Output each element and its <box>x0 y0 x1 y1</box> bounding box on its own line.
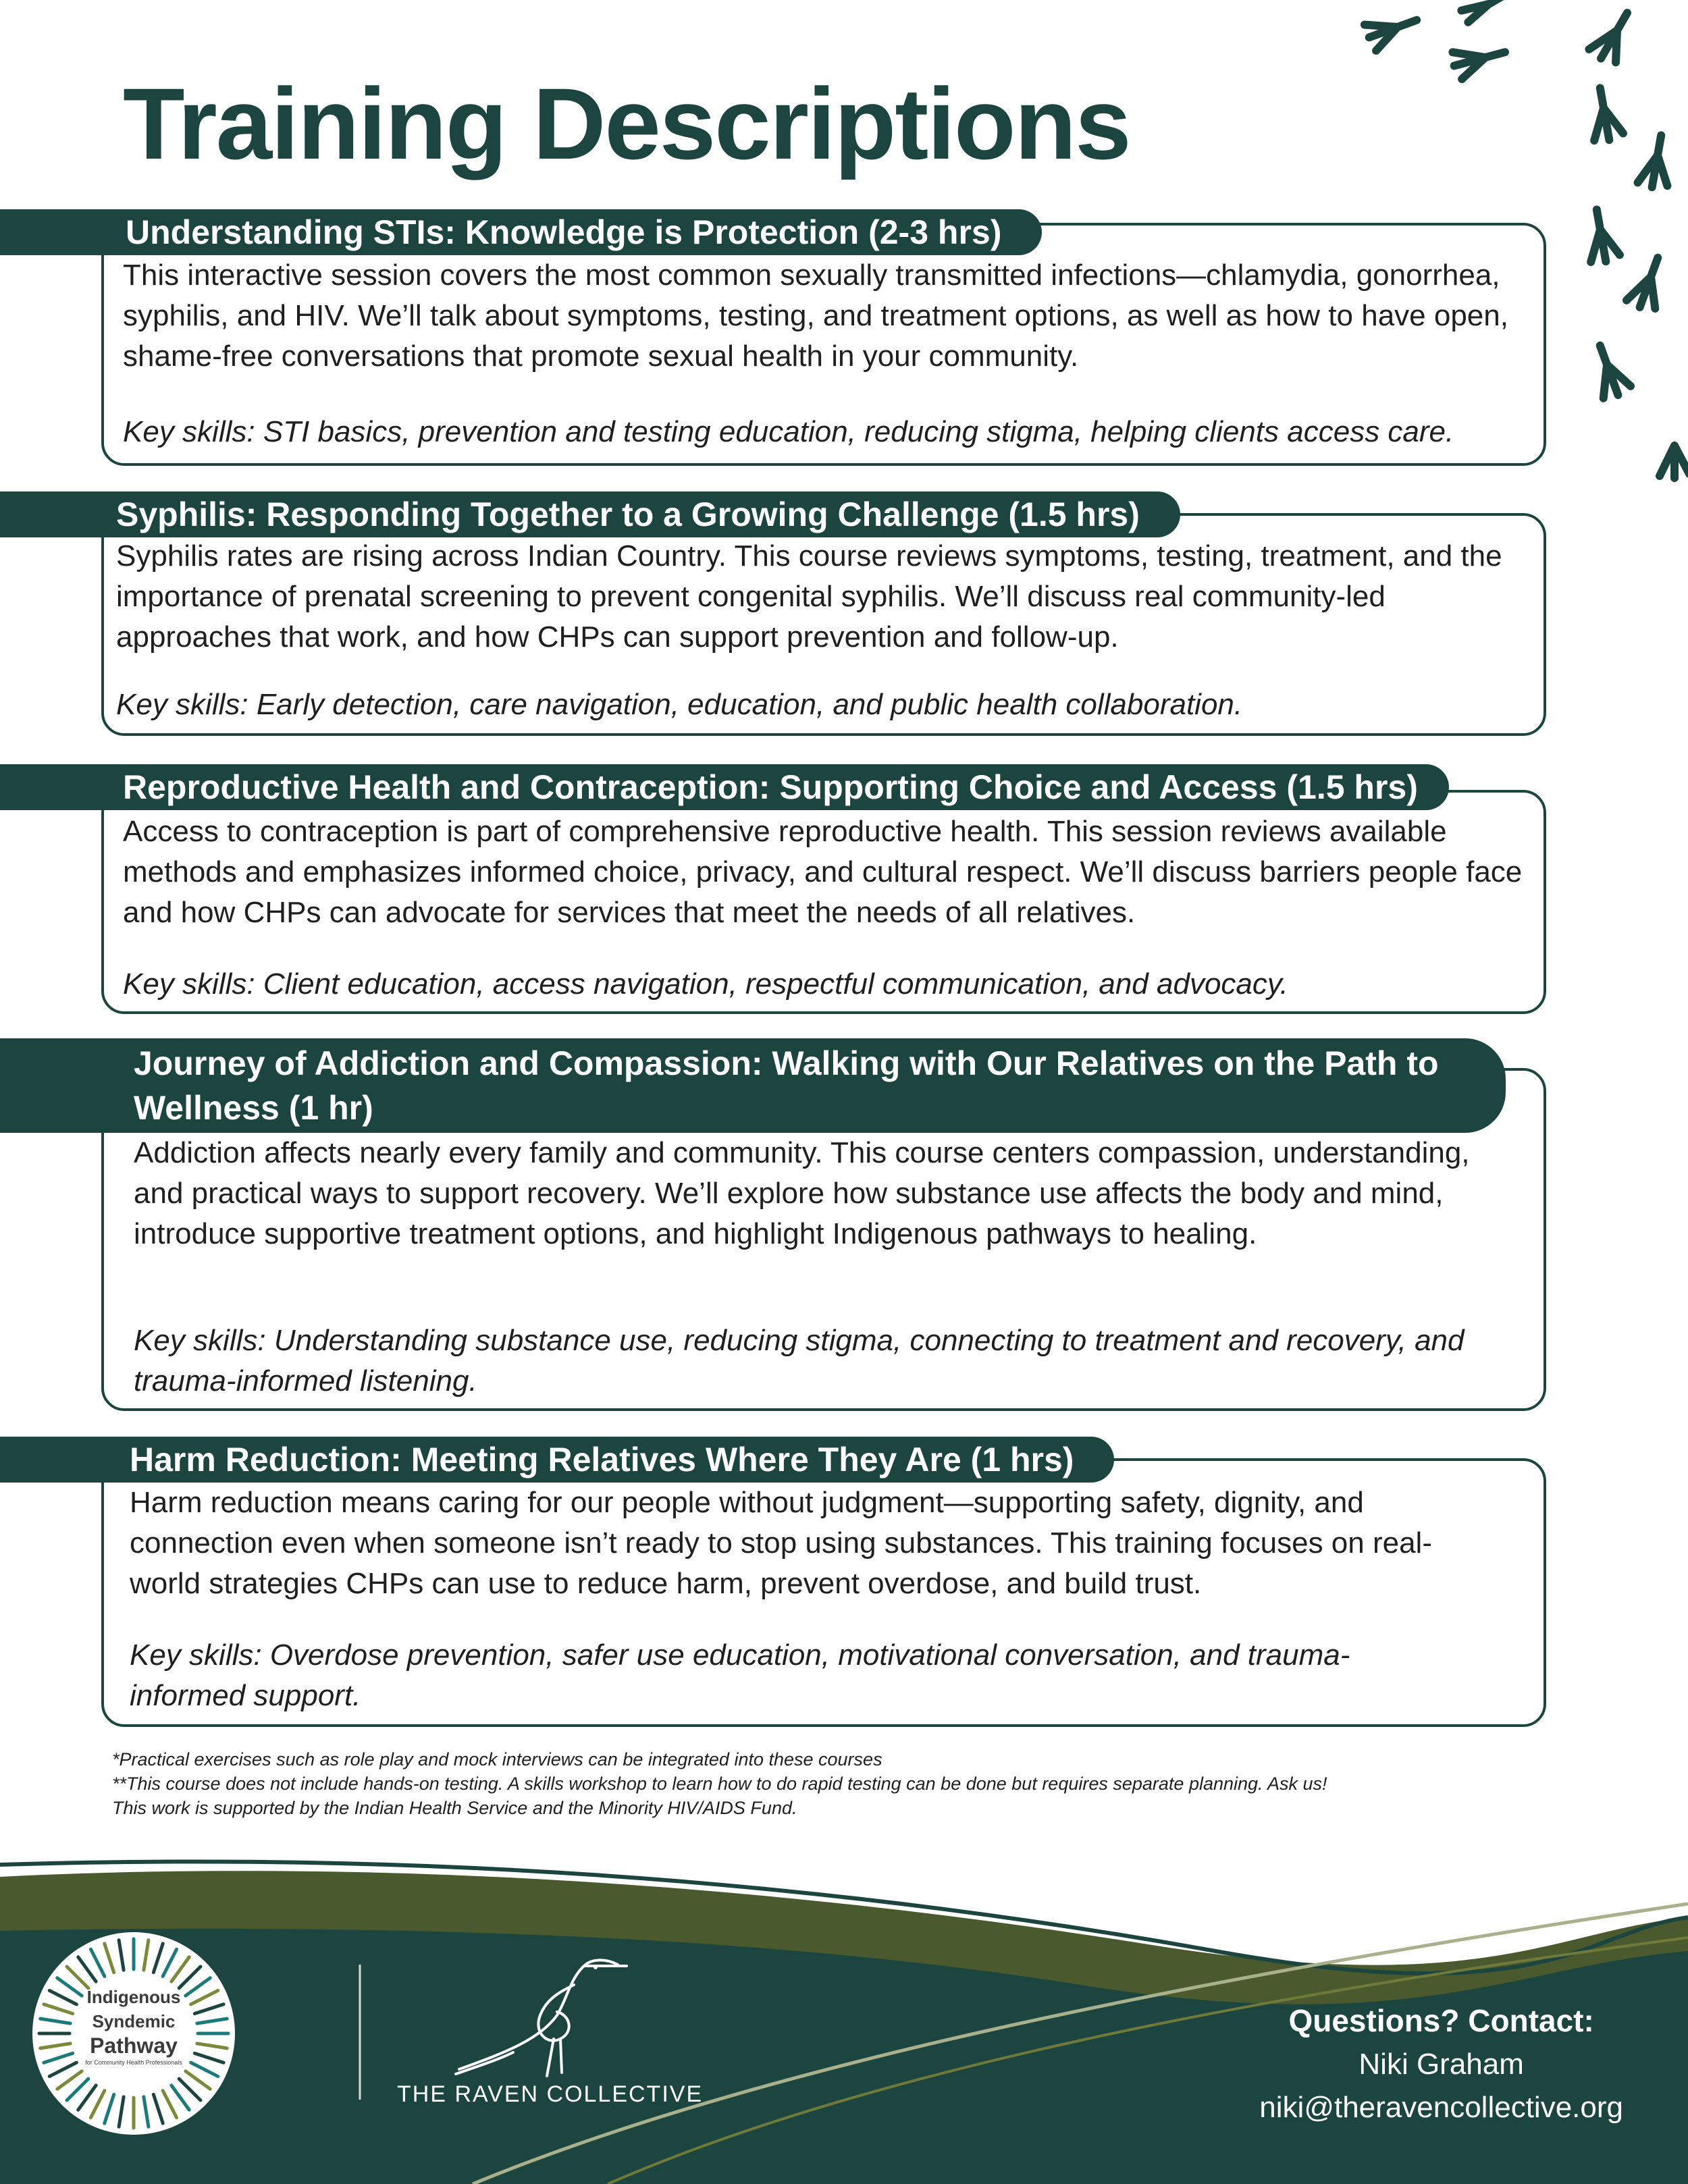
page-title: Training Descriptions <box>123 67 1130 180</box>
raven-icon <box>446 1951 635 2079</box>
section-title: Harm Reduction: Meeting Relatives Where They Are (1 hrs) <box>0 1437 1114 1483</box>
bird-track-icon <box>1461 0 1506 22</box>
section-title: Journey of Addiction and Compassion: Walking with Our Relatives on the Path to Wellness (1 hr) <box>0 1038 1506 1133</box>
logo-line: Pathway <box>90 2033 178 2058</box>
section-key-skills: Key skills: Understanding substance use, reducing stigma, connecting to treatment and recovery, and trauma-informed listening. <box>134 1324 1465 1397</box>
contact-name: Niki Graham <box>1359 2048 1524 2081</box>
bird-track-icon <box>1585 86 1624 142</box>
bird-track-icon <box>1365 7 1422 51</box>
section-title: Reproductive Health and Contraception: Supporting Choice and Access (1.5 hrs) <box>0 764 1449 810</box>
section-description: This interactive session covers the most common sexually transmitted infections—chlamydia, gonorrhea, syphilis, and HIV. We’ll talk about symptoms, testing, and treatment options, as well as how to have open, shame-free conversations that promote sexual health in your community. <box>123 259 1508 373</box>
bird-track-icon <box>1450 39 1508 80</box>
section-title: Syphilis: Responding Together to a Growing Challenge (1.5 hrs) <box>0 491 1180 537</box>
training-section <box>0 491 1688 735</box>
contact-block <box>1259 1998 1623 2129</box>
training-section <box>0 1437 1688 1727</box>
section-key-skills: Key skills: Overdose prevention, safer use education, motivational conversation, and trauma-informed support. <box>130 1639 1350 1712</box>
section-title: Understanding STIs: Knowledge is Protection (2-3 hrs) <box>0 209 1042 255</box>
contact-email[interactable]: niki@theravencollective.org <box>1259 2091 1623 2124</box>
raven-collective-name: THE RAVEN COLLECTIVE <box>397 2081 704 2107</box>
footnote: *Practical exercises such as role play and mock interviews can be integrated into these courses <box>112 1749 882 1769</box>
section-description: Addiction affects nearly every family and community. This course centers compassion, understanding, and practical ways to support recovery. We’ll explore how substance use affects the body and mind, introduce supportive treatment options, and highlight Indigenous pathways to healing. <box>134 1136 1470 1250</box>
footnote: This work is supported by the Indian Health Service and the Minority HIV/AIDS Fund. <box>112 1798 797 1818</box>
logo-line: Indigenous <box>86 1987 181 2007</box>
section-description: Syphilis rates are rising across Indian Country. This course reviews symptoms, testing, treatment, and the importance of prenatal screening to prevent congenital syphilis. We’ll discuss real community-led approaches that work, and how CHPs can support prevention and follow-up. <box>116 539 1502 654</box>
section-key-skills: Key skills: Client education, access navigation, respectful communication, and advocacy. <box>123 967 1288 1001</box>
logo-text <box>59 1985 208 2067</box>
section-key-skills: Key skills: STI basics, prevention and testing education, reducing stigma, helping clients access care. <box>123 415 1454 448</box>
section-key-skills: Key skills: Early detection, care navigation, education, and public health collaboration. <box>116 688 1243 721</box>
section-description: Harm reduction means caring for our people without judgment—supporting safety, dignity, and connection even when someone isn’t ready to stop using substances. This training focuses on real-world strategies CHPs can use to reduce harm, prevent overdose, and build trust. <box>130 1486 1432 1600</box>
training-section <box>0 764 1688 1014</box>
training-section <box>0 1038 1688 1411</box>
bird-track-icon <box>1637 133 1676 190</box>
bird-track-icon <box>1588 5 1640 66</box>
footnote: **This course does not include hands-on testing. A skills workshop to learn how to do rapid testing can be done but requires separate planning. Ask us! <box>112 1774 1327 1794</box>
logo-tagline: for Community Health Professionals <box>85 2059 182 2066</box>
training-section <box>0 209 1688 466</box>
logo-line: Syndemic <box>92 2011 176 2031</box>
contact-heading: Questions? Contact: <box>1288 2003 1594 2038</box>
section-description: Access to contraception is part of comprehensive reproductive health. This session reviews available methods and emphasizes informed choice, privacy, and cultural respect. We’ll discuss barriers people face and how CHPs can advocate for services that meet the needs of all relatives. <box>123 815 1523 929</box>
footnotes <box>112 1747 1327 1820</box>
